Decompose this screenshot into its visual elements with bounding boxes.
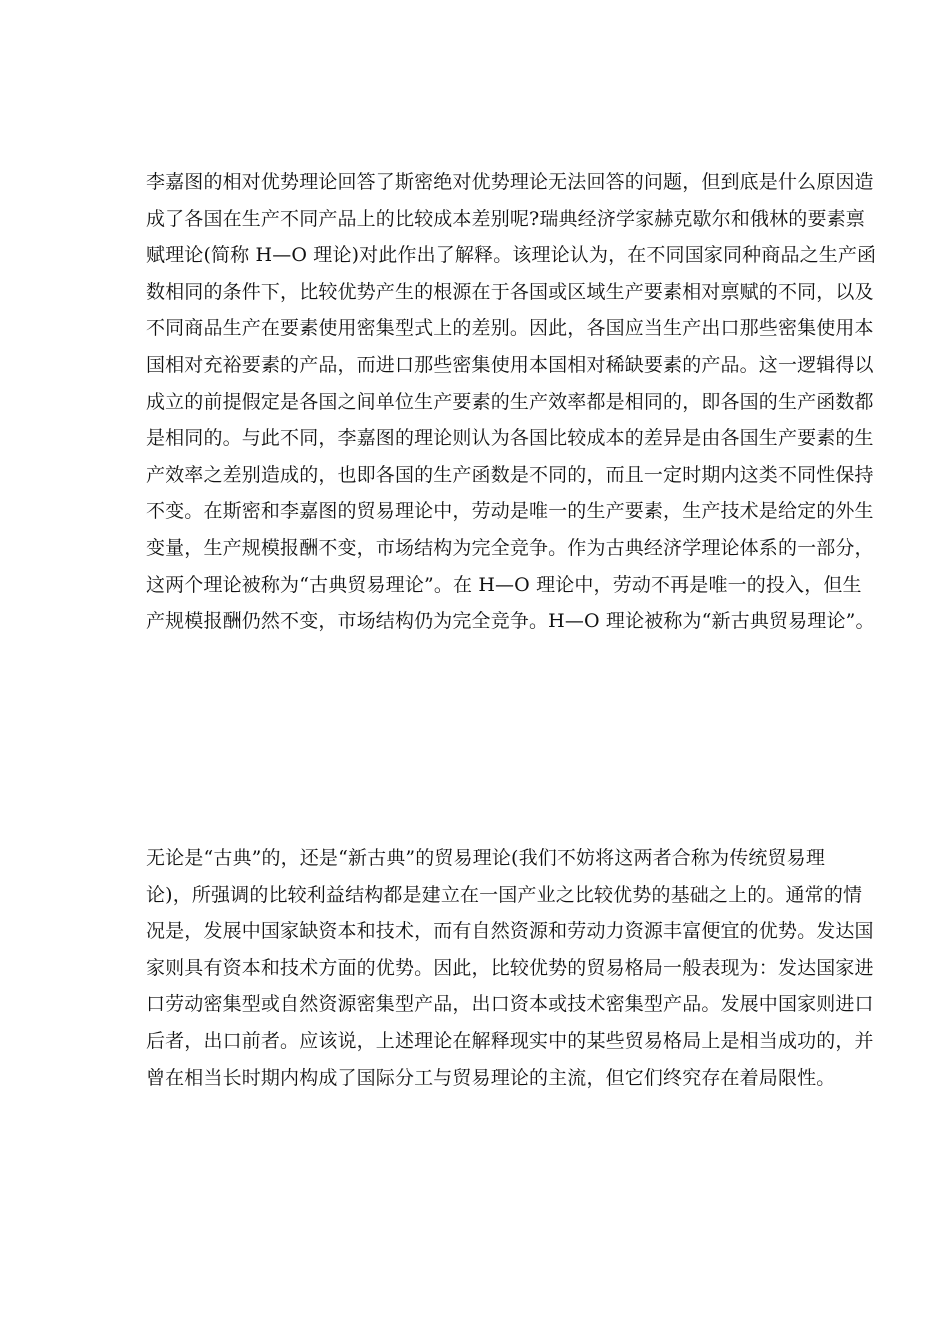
text-line: 不同商品生产在要素使用密集型式上的差别。因此，各国应当生产出口那些密集使用本 [146,317,874,340]
text-line: 论)，所强调的比较利益结构都是建立在一国产业之比较优势的基础之上的。通常的情 [146,883,863,906]
text-line: 数相同的条件下，比较优势产生的根源在于各国或区域生产要素相对禀赋的不同，以及 [146,280,874,303]
text-line: 成立的前提假定是各国之间单位生产要素的生产效率都是相同的，即各国的生产函数都 [146,390,874,413]
text-line: 不变。在斯密和李嘉图的贸易理论中，劳动是唯一的生产要素，生产技术是给定的外生 [146,500,874,523]
text-line: 赋理论(简称 H—O 理论)对此作出了解释。该理论认为，在不同国家同种商品之生产函 [146,244,877,267]
text-line: 口劳动密集型或自然资源密集型产品，出口资本或技术密集型产品。发展中国家则进口 [146,993,874,1016]
text-line: 变量，生产规模报酬不变，市场结构为完全竞争。作为古典经济学理论体系的一部分， [146,537,874,559]
text-line: 产规模报酬仍然不变，市场结构仍为完全竞争。H—O 理论被称为“新古典贸易理论”。 [146,610,875,633]
text-line: 国相对充裕要素的产品，而进口那些密集使用本国相对稀缺要素的产品。这一逻辑得以 [146,354,874,376]
text-line: 成了各国在生产不同产品上的比较成本差别呢?瑞典经济学家赫克歇尔和俄林的要素禀 [146,207,865,230]
text-line: 无论是“古典”的，还是“新古典”的贸易理论(我们不妨将这两者合称为传统贸易理 [146,847,825,869]
text-line: 家则具有资本和技术方面的优势。因此，比较优势的贸易格局一般表现为：发达国家进 [146,956,874,979]
text-line: 李嘉图的相对优势理论回答了斯密绝对优势理论无法回答的问题，但到底是什么原因造 [146,171,874,193]
text-line: 曾在相当长时期内构成了国际分工与贸易理论的主流，但它们终究存在着局限性。 [146,1066,836,1089]
text-line: 况是，发展中国家缺资本和技术，而有自然资源和劳动力资源丰富便宜的优势。发达国 [146,920,874,943]
text-line: 产效率之差别造成的，也即各国的生产函数是不同的，而且一定时期内这类不同性保持 [146,463,874,486]
text-line: 这两个理论被称为“古典贸易理论”。在 H—O 理论中，劳动不再是唯一的投入，但生 [146,573,862,596]
text-line: 后者，出口前者。应该说，上述理论在解释现实中的某些贸易格局上是相当成功的，并 [146,1030,874,1052]
text-line: 是相同的。与此不同，李嘉图的理论则认为各国比较成本的差异是由各国生产要素的生 [146,427,874,450]
